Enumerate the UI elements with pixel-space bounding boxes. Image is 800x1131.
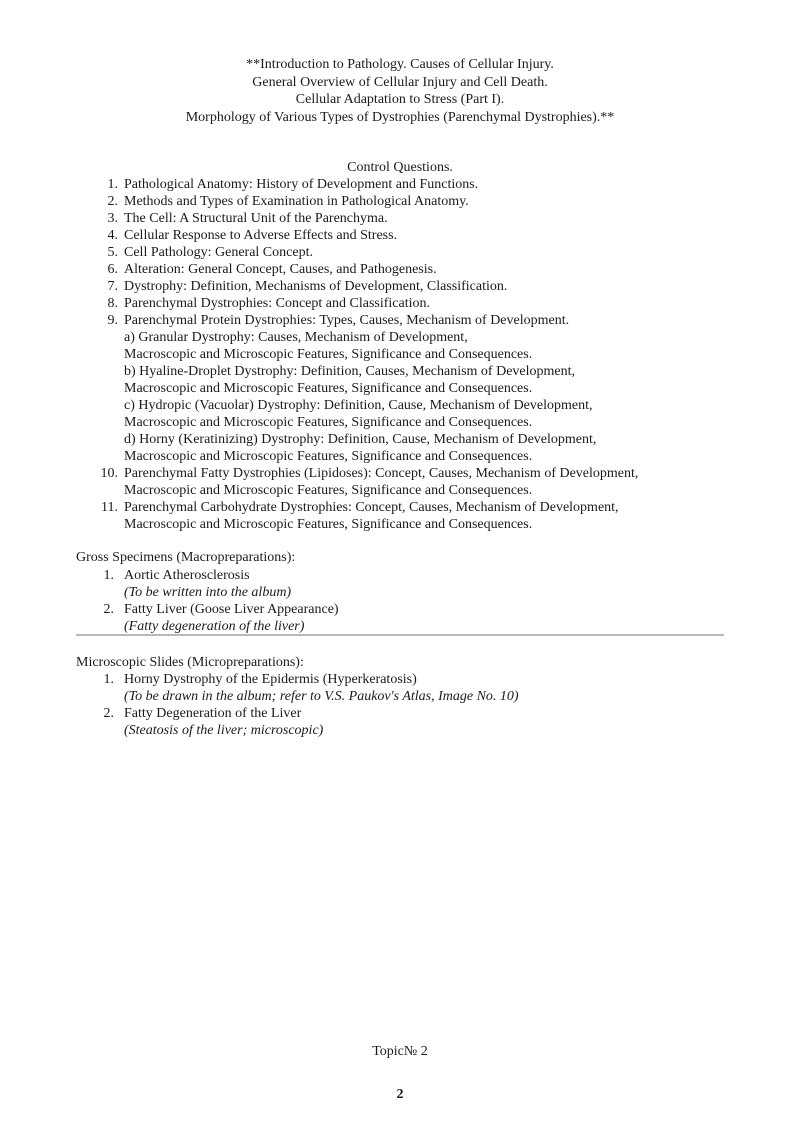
list-item: 7. Dystrophy: Definition, Mechanisms of Development, Classification. [107, 279, 508, 294]
sub-item: b) Hyaline-Droplet Dystrophy: Definition, Causes, Mechanism of Development, [124, 364, 576, 379]
list-item: 6. Alteration: General Concept, Causes, and Pathogenesis. [107, 262, 437, 277]
list-item-continuation: Macroscopic and Microscopic Features, Significance and Consequences. [124, 483, 533, 498]
title-line: General Overview of Cellular Injury and Cell Death. [252, 74, 548, 90]
microscopic-slides-list [0, 671, 800, 739]
list-item: 1. Aortic Atherosclerosis [103, 568, 250, 583]
specimen-note: (To be written into the album) [124, 585, 292, 600]
topic-label: Topic№ 2 [372, 1044, 428, 1059]
gross-specimens-list [0, 567, 800, 635]
list-item: 1. Pathological Anatomy: History of Development and Functions. [107, 177, 479, 192]
sub-item: d) Horny (Keratinizing) Dystrophy: Definition, Cause, Mechanism of Development, [124, 432, 597, 447]
list-item: 2. Fatty Degeneration of the Liver [103, 706, 302, 721]
divider [76, 634, 724, 636]
list-item: 4. Cellular Response to Adverse Effects and Stress. [107, 228, 398, 243]
list-item: 9. Parenchymal Protein Dystrophies: Types, Causes, Mechanism of Development. [107, 313, 570, 328]
list-item: 10. Parenchymal Fatty Dystrophies (Lipidoses): Concept, Causes, Mechanism of Development, [100, 466, 639, 481]
title-line: Morphology of Various Types of Dystrophies (Parenchymal Dystrophies).** [185, 109, 615, 125]
specimen-note: (Steatosis of the liver; microscopic) [124, 723, 324, 738]
list-item: 5. Cell Pathology: General Concept. [107, 245, 313, 260]
gross-specimens-heading: Gross Specimens (Macropreparations): [76, 550, 296, 565]
list-item: 1. Horny Dystrophy of the Epidermis (Hyperkeratosis) [103, 672, 417, 687]
sub-item: c) Hydropic (Vacuolar) Dystrophy: Definition, Cause, Mechanism of Development, [124, 398, 593, 413]
sub-item: Macroscopic and Microscopic Features, Significance and Consequences. [124, 449, 533, 464]
list-item: 3. The Cell: A Structural Unit of the Parenchyma. [107, 211, 388, 226]
list-item: 2. Methods and Types of Examination in Pathological Anatomy. [107, 194, 469, 209]
control-questions-heading: Control Questions. [347, 160, 453, 175]
list-item: 11. Parenchymal Carbohydrate Dystrophies: Concept, Causes, Mechanism of Development, [101, 500, 619, 515]
sub-item: Macroscopic and Microscopic Features, Significance and Consequences. [124, 381, 533, 396]
control-questions-list [0, 176, 800, 533]
page-number: 2 [396, 1087, 404, 1102]
sub-item: Macroscopic and Microscopic Features, Significance and Consequences. [124, 415, 533, 430]
list-item-continuation: Macroscopic and Microscopic Features, Significance and Consequences. [124, 517, 533, 532]
microscopic-slides-heading: Microscopic Slides (Micropreparations): [76, 655, 304, 670]
sub-item: Macroscopic and Microscopic Features, Significance and Consequences. [124, 347, 533, 362]
document-title [0, 56, 800, 126]
specimen-note: (Fatty degeneration of the liver) [124, 619, 305, 634]
list-item: 2. Fatty Liver (Goose Liver Appearance) [103, 602, 339, 617]
list-item: 8. Parenchymal Dystrophies: Concept and Classification. [107, 296, 430, 311]
specimen-note: (To be drawn in the album; refer to V.S. Paukov's Atlas, Image No. 10) [124, 689, 519, 704]
sub-item: a) Granular Dystrophy: Causes, Mechanism of Development, [124, 330, 468, 345]
title-line: **Introduction to Pathology. Causes of Cellular Injury. [246, 57, 554, 72]
title-line: Cellular Adaptation to Stress (Part I). [295, 92, 505, 107]
